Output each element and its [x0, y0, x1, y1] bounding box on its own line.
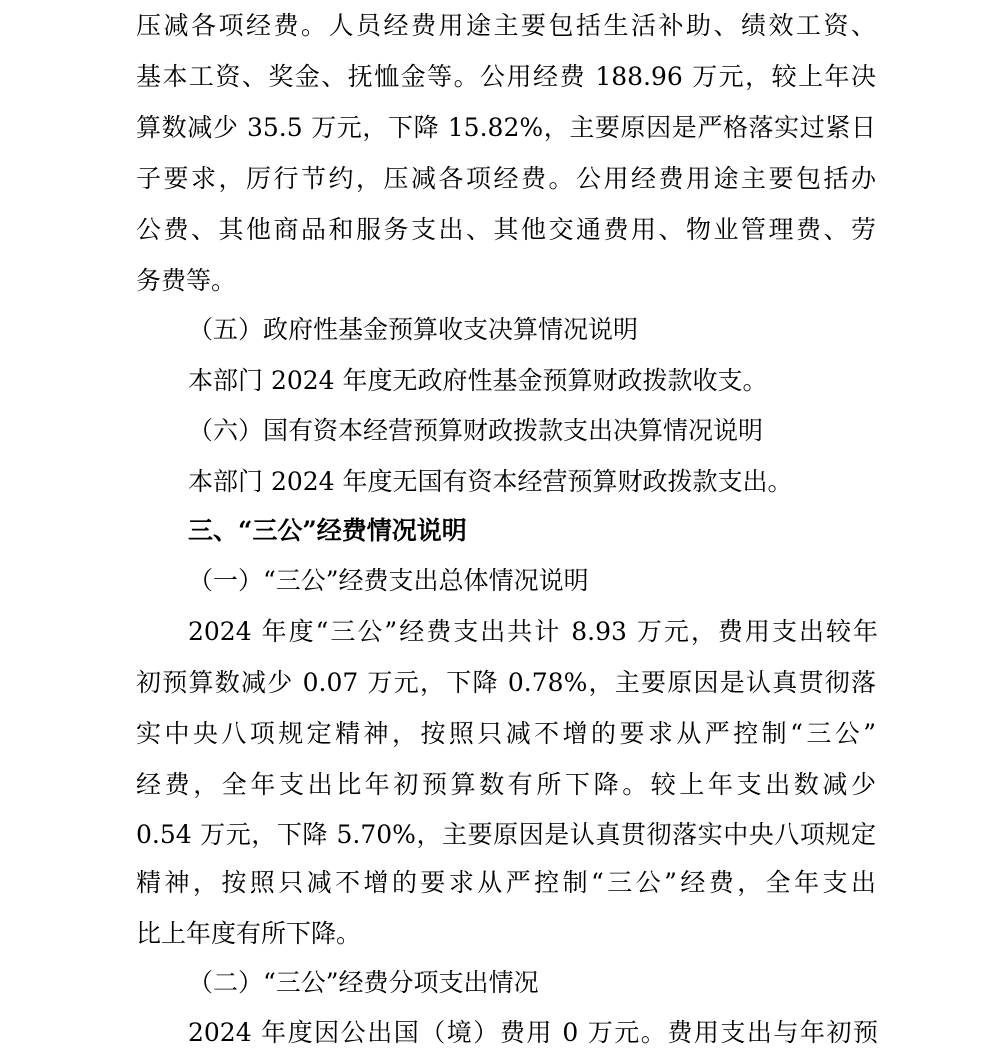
paragraph-line: 算数减少 35.5 万元，下降 15.82%，主要原因是严格落实过紧日 [136, 113, 876, 142]
paragraph-line: 本部门 2024 年度无政府性基金预算财政拨款收支。 [188, 366, 768, 395]
paragraph-line: 2024 年度“三公”经费支出共计 8.93 万元，费用支出较年 [188, 617, 878, 646]
paragraph-line: 基本工资、奖金、抚恤金等。公用经费 188.96 万元，较上年决 [136, 62, 876, 91]
paragraph-line: 务费等。 [136, 266, 237, 295]
paragraph-line: 精神，按照只减不增的要求从严控制“三公”经费，全年支出 [136, 868, 876, 897]
chapter-heading-3: 三、“三公”经费情况说明 [188, 516, 467, 545]
paragraph-line: 初预算数减少 0.07 万元，下降 0.78%，主要原因是认真贯彻落 [136, 668, 876, 697]
paragraph-line: 2024 年度因公出国（境）费用 0 万元。费用支出与年初预 [188, 1018, 878, 1047]
section-heading-6: （六）国有资本经营预算财政拨款支出决算情况说明 [188, 416, 764, 445]
paragraph-line: 比上年度有所下降。 [136, 919, 362, 948]
paragraph-line: 公费、其他商品和服务支出、其他交通费用、物业管理费、劳 [136, 215, 876, 244]
section-heading-5: （五）政府性基金预算收支决算情况说明 [188, 315, 639, 344]
paragraph-line: 压减各项经费。人员经费用途主要包括生活补助、绩效工资、 [136, 11, 876, 40]
paragraph-line: 实中央八项规定精神，按照只减不增的要求从严控制“三公” [136, 719, 876, 748]
paragraph-line: 经费，全年支出比年初预算数有所下降。较上年支出数减少 [136, 770, 876, 799]
paragraph-line: 子要求，厉行节约，压减各项经费。公用经费用途主要包括办 [136, 164, 876, 193]
paragraph-line: 0.54 万元，下降 5.70%，主要原因是认真贯彻落实中央八项规定 [136, 820, 876, 849]
subsection-heading-1: （一）“三公”经费支出总体情况说明 [188, 566, 589, 595]
subsection-heading-2: （二）“三公”经费分项支出情况 [188, 968, 539, 997]
paragraph-line: 本部门 2024 年度无国有资本经营预算财政拨款支出。 [188, 467, 793, 496]
